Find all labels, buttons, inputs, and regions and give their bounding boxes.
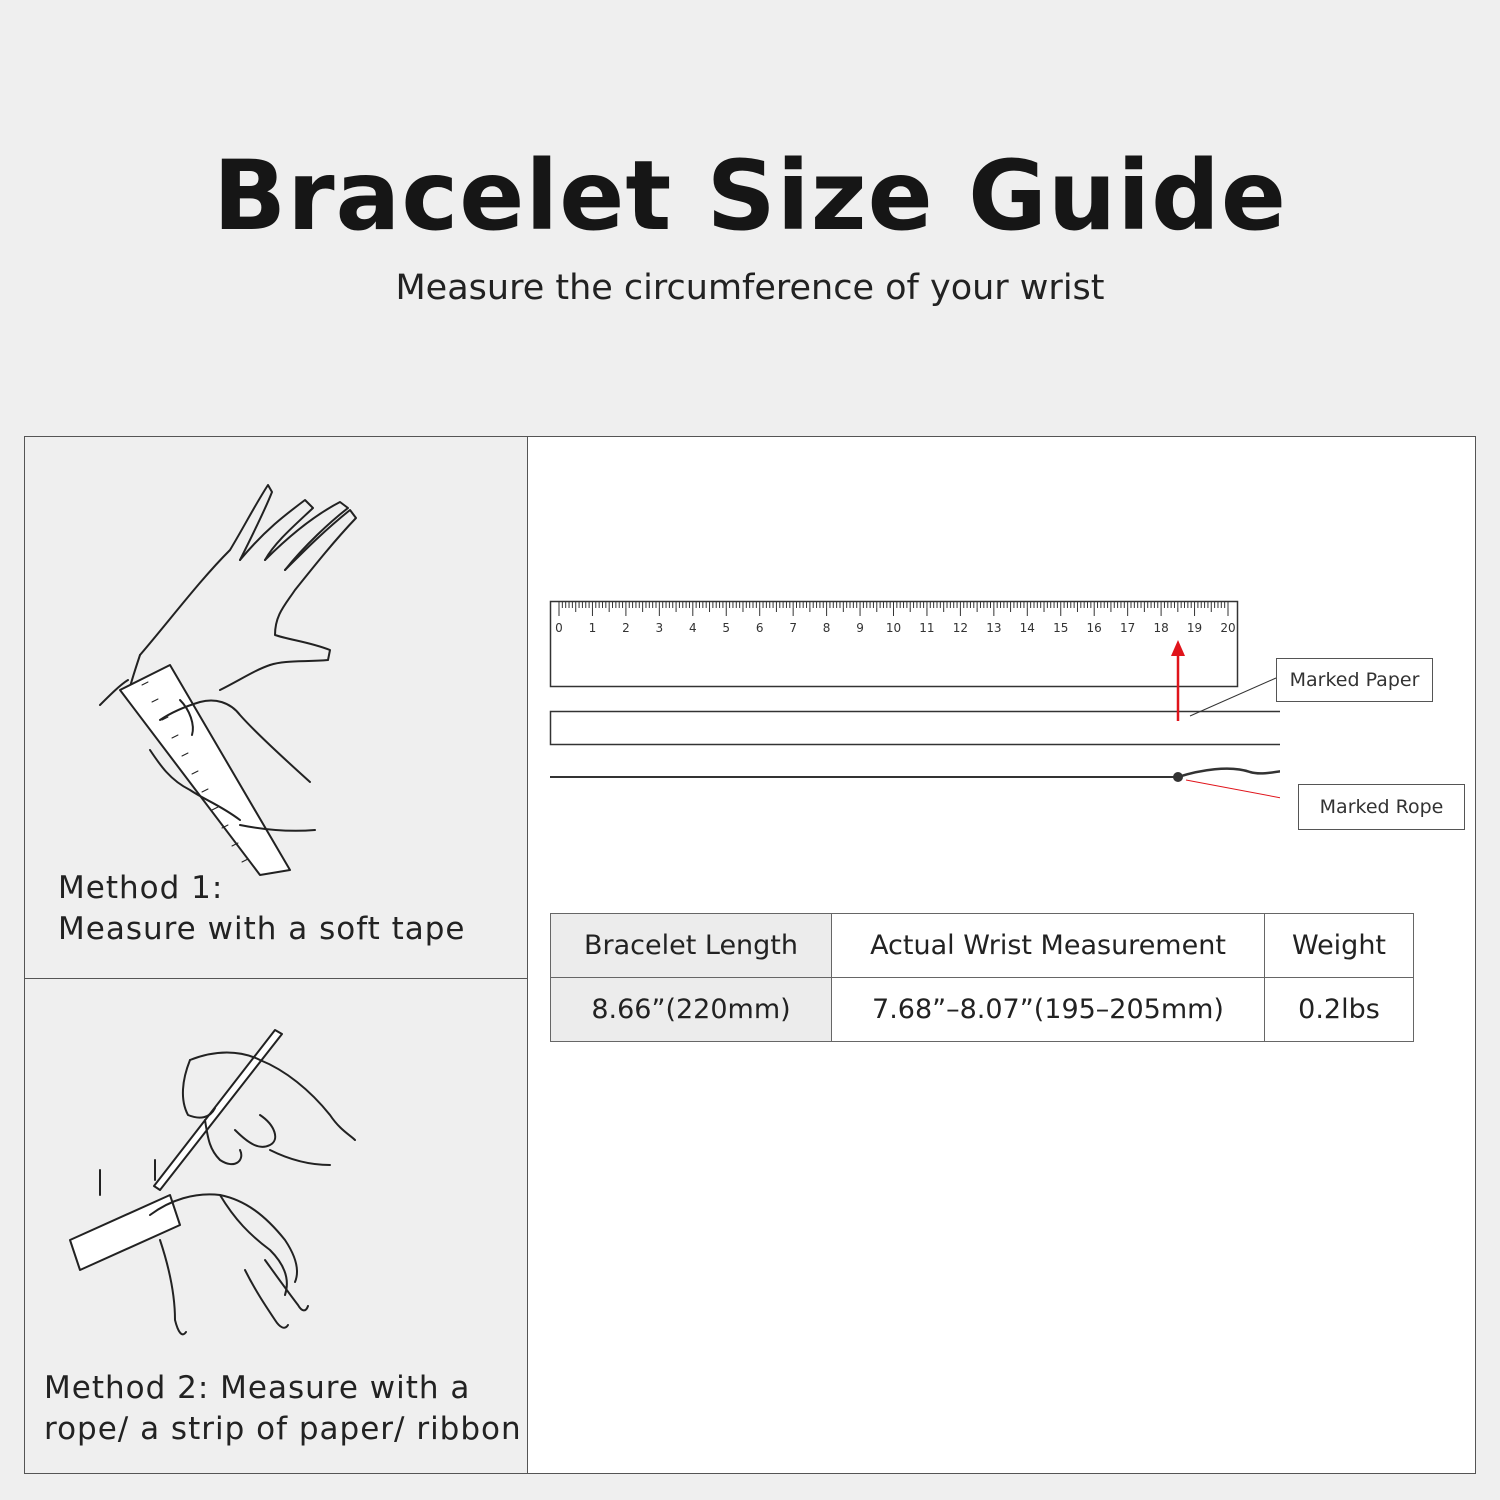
cell-bracelet-length: 8.66”(220mm) [551,978,832,1042]
ruler-label: 20 [1220,621,1236,635]
marked-rope-callout: Marked Rope [1298,784,1465,830]
ruler-ticks [559,602,1228,616]
ruler-label: 0 [555,621,563,635]
method1-text [58,868,465,950]
ruler-label: 4 [688,621,697,635]
ruler-label: 12 [952,621,969,635]
marked-paper-strip [551,712,1281,745]
ruler-label: 3 [655,621,664,635]
cell-weight: 0.2lbs [1265,978,1414,1042]
table-row [551,978,1414,1042]
wrist-tape-illustration-icon [80,470,380,880]
ruler-label: 13 [986,621,1002,635]
page-subtitle: Measure the circumference of your wrist [395,268,1105,308]
ruler-labels [555,621,1235,635]
rope-tail [1178,766,1280,777]
ruler-label: 11 [919,621,935,635]
ruler-label: 10 [885,621,902,635]
rope-mark-dot [1173,772,1183,782]
ruler-label: 15 [1053,621,1069,635]
ruler-label: 8 [822,621,831,635]
header-wrist-measurement: Actual Wrist Measurement [832,914,1265,978]
wrist-pen-illustration-icon [60,1020,380,1350]
page-title: Bracelet Size Guide [213,140,1287,252]
size-table [550,913,1414,1042]
ruler-label: 5 [722,621,731,635]
table-header-row [551,914,1414,978]
method1-title: Method 1: [58,870,224,906]
methods-divider [24,978,528,979]
ruler-label: 9 [856,621,864,635]
method2-title: Method 2: Measure with a [44,1370,471,1406]
ruler-label: 6 [755,621,764,635]
ruler-label: 19 [1186,621,1203,635]
ruler-label: 14 [1019,621,1035,635]
header-weight: Weight [1265,914,1414,978]
ruler-label: 7 [789,621,797,635]
header-bracelet-length: Bracelet Length [551,914,832,978]
method2-description: rope/ a strip of paper/ ribbon [44,1411,522,1447]
rope-leader-line [1186,780,1280,800]
ruler-label: 1 [588,621,597,635]
method2-text [44,1368,522,1450]
ruler-label: 18 [1153,621,1169,635]
ruler-label: 16 [1086,621,1102,635]
marked-paper-callout: Marked Paper [1276,658,1433,702]
cell-wrist-measurement: 7.68”–8.07”(195–205mm) [832,978,1265,1042]
ruler-label: 2 [622,621,630,635]
ruler-diagram [540,590,1280,800]
ruler-label: 17 [1120,621,1136,635]
method1-description: Measure with a soft tape [58,911,466,947]
